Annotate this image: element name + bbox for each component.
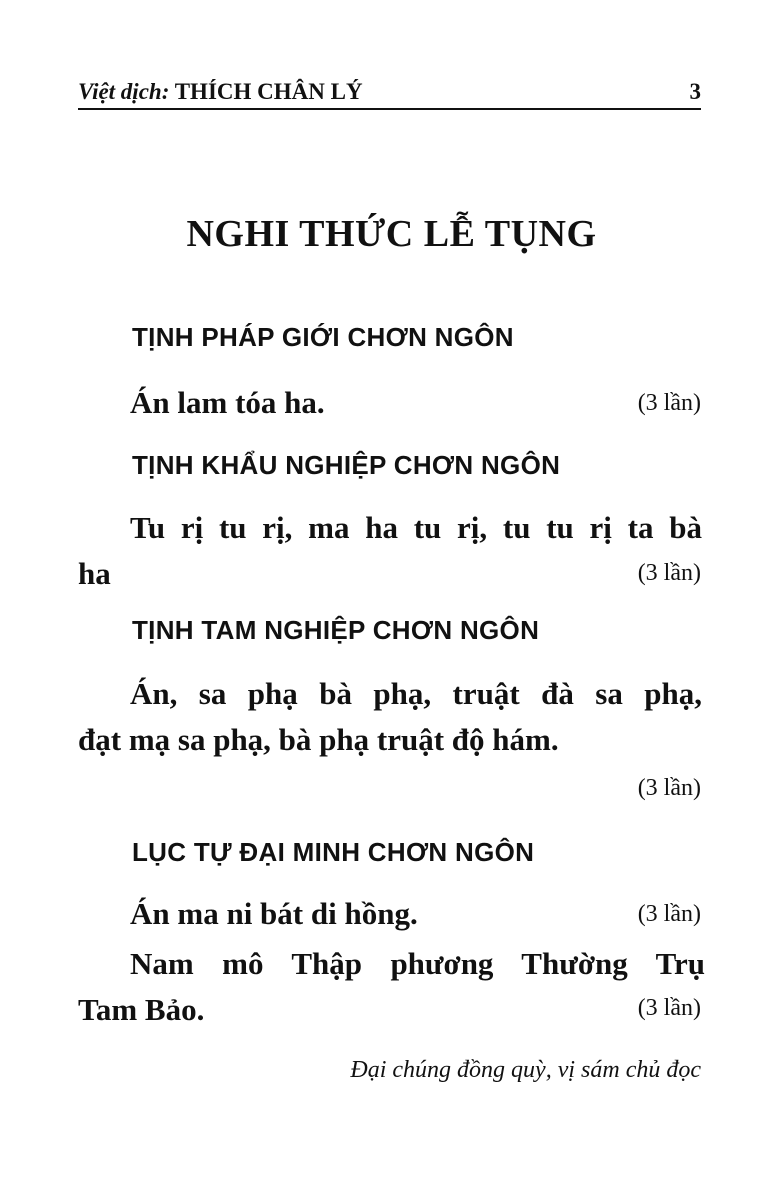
section-heading-tinh-tam-nghiep: TỊNH TAM NGHIỆP CHƠN NGÔN	[132, 615, 540, 645]
mantra-line: Án lam tóa ha.	[130, 385, 325, 420]
translator-name: THÍCH CHÂN LÝ	[174, 79, 363, 104]
running-header	[78, 78, 701, 110]
ritual-instruction: Đại chúng đồng quỳ, vị sám chủ đọc	[350, 1057, 701, 1083]
page-number: 3	[689, 79, 701, 104]
translator-credit	[78, 79, 363, 105]
repeat-note: (3 lần)	[637, 775, 701, 801]
repeat-note: (3 lần)	[637, 560, 701, 586]
mantra-line: Án, sa phạ bà phạ, truật đà sa phạ,	[130, 676, 702, 711]
homage-line: Tam Bảo.	[78, 992, 205, 1027]
section-heading-luc-tu-dai-minh: LỤC TỰ ĐẠI MINH CHƠN NGÔN	[132, 837, 535, 867]
mantra-line: Án ma ni bát di hồng.	[130, 896, 418, 931]
section-heading-tinh-khau-nghiep: TỊNH KHẨU NGHIỆP CHƠN NGÔN	[132, 450, 561, 480]
homage-line: Nam mô Thập phương Thường Trụ	[130, 946, 705, 981]
mantra-line: ha	[78, 556, 111, 591]
section-heading-tinh-phap-gioi: TỊNH PHÁP GIỚI CHƠN NGÔN	[132, 322, 514, 352]
translator-label: Việt dịch:	[78, 79, 170, 104]
repeat-note: (3 lần)	[637, 390, 701, 416]
repeat-note: (3 lần)	[637, 995, 701, 1021]
mantra-line: đạt mạ sa phạ, bà phạ truật độ hám.	[78, 722, 559, 757]
page-title: NGHI THỨC LỄ TỤNG	[186, 213, 597, 255]
mantra-line: Tu rị tu rị, ma ha tu rị, tu tu rị ta bà	[130, 510, 702, 545]
repeat-note: (3 lần)	[637, 901, 701, 927]
